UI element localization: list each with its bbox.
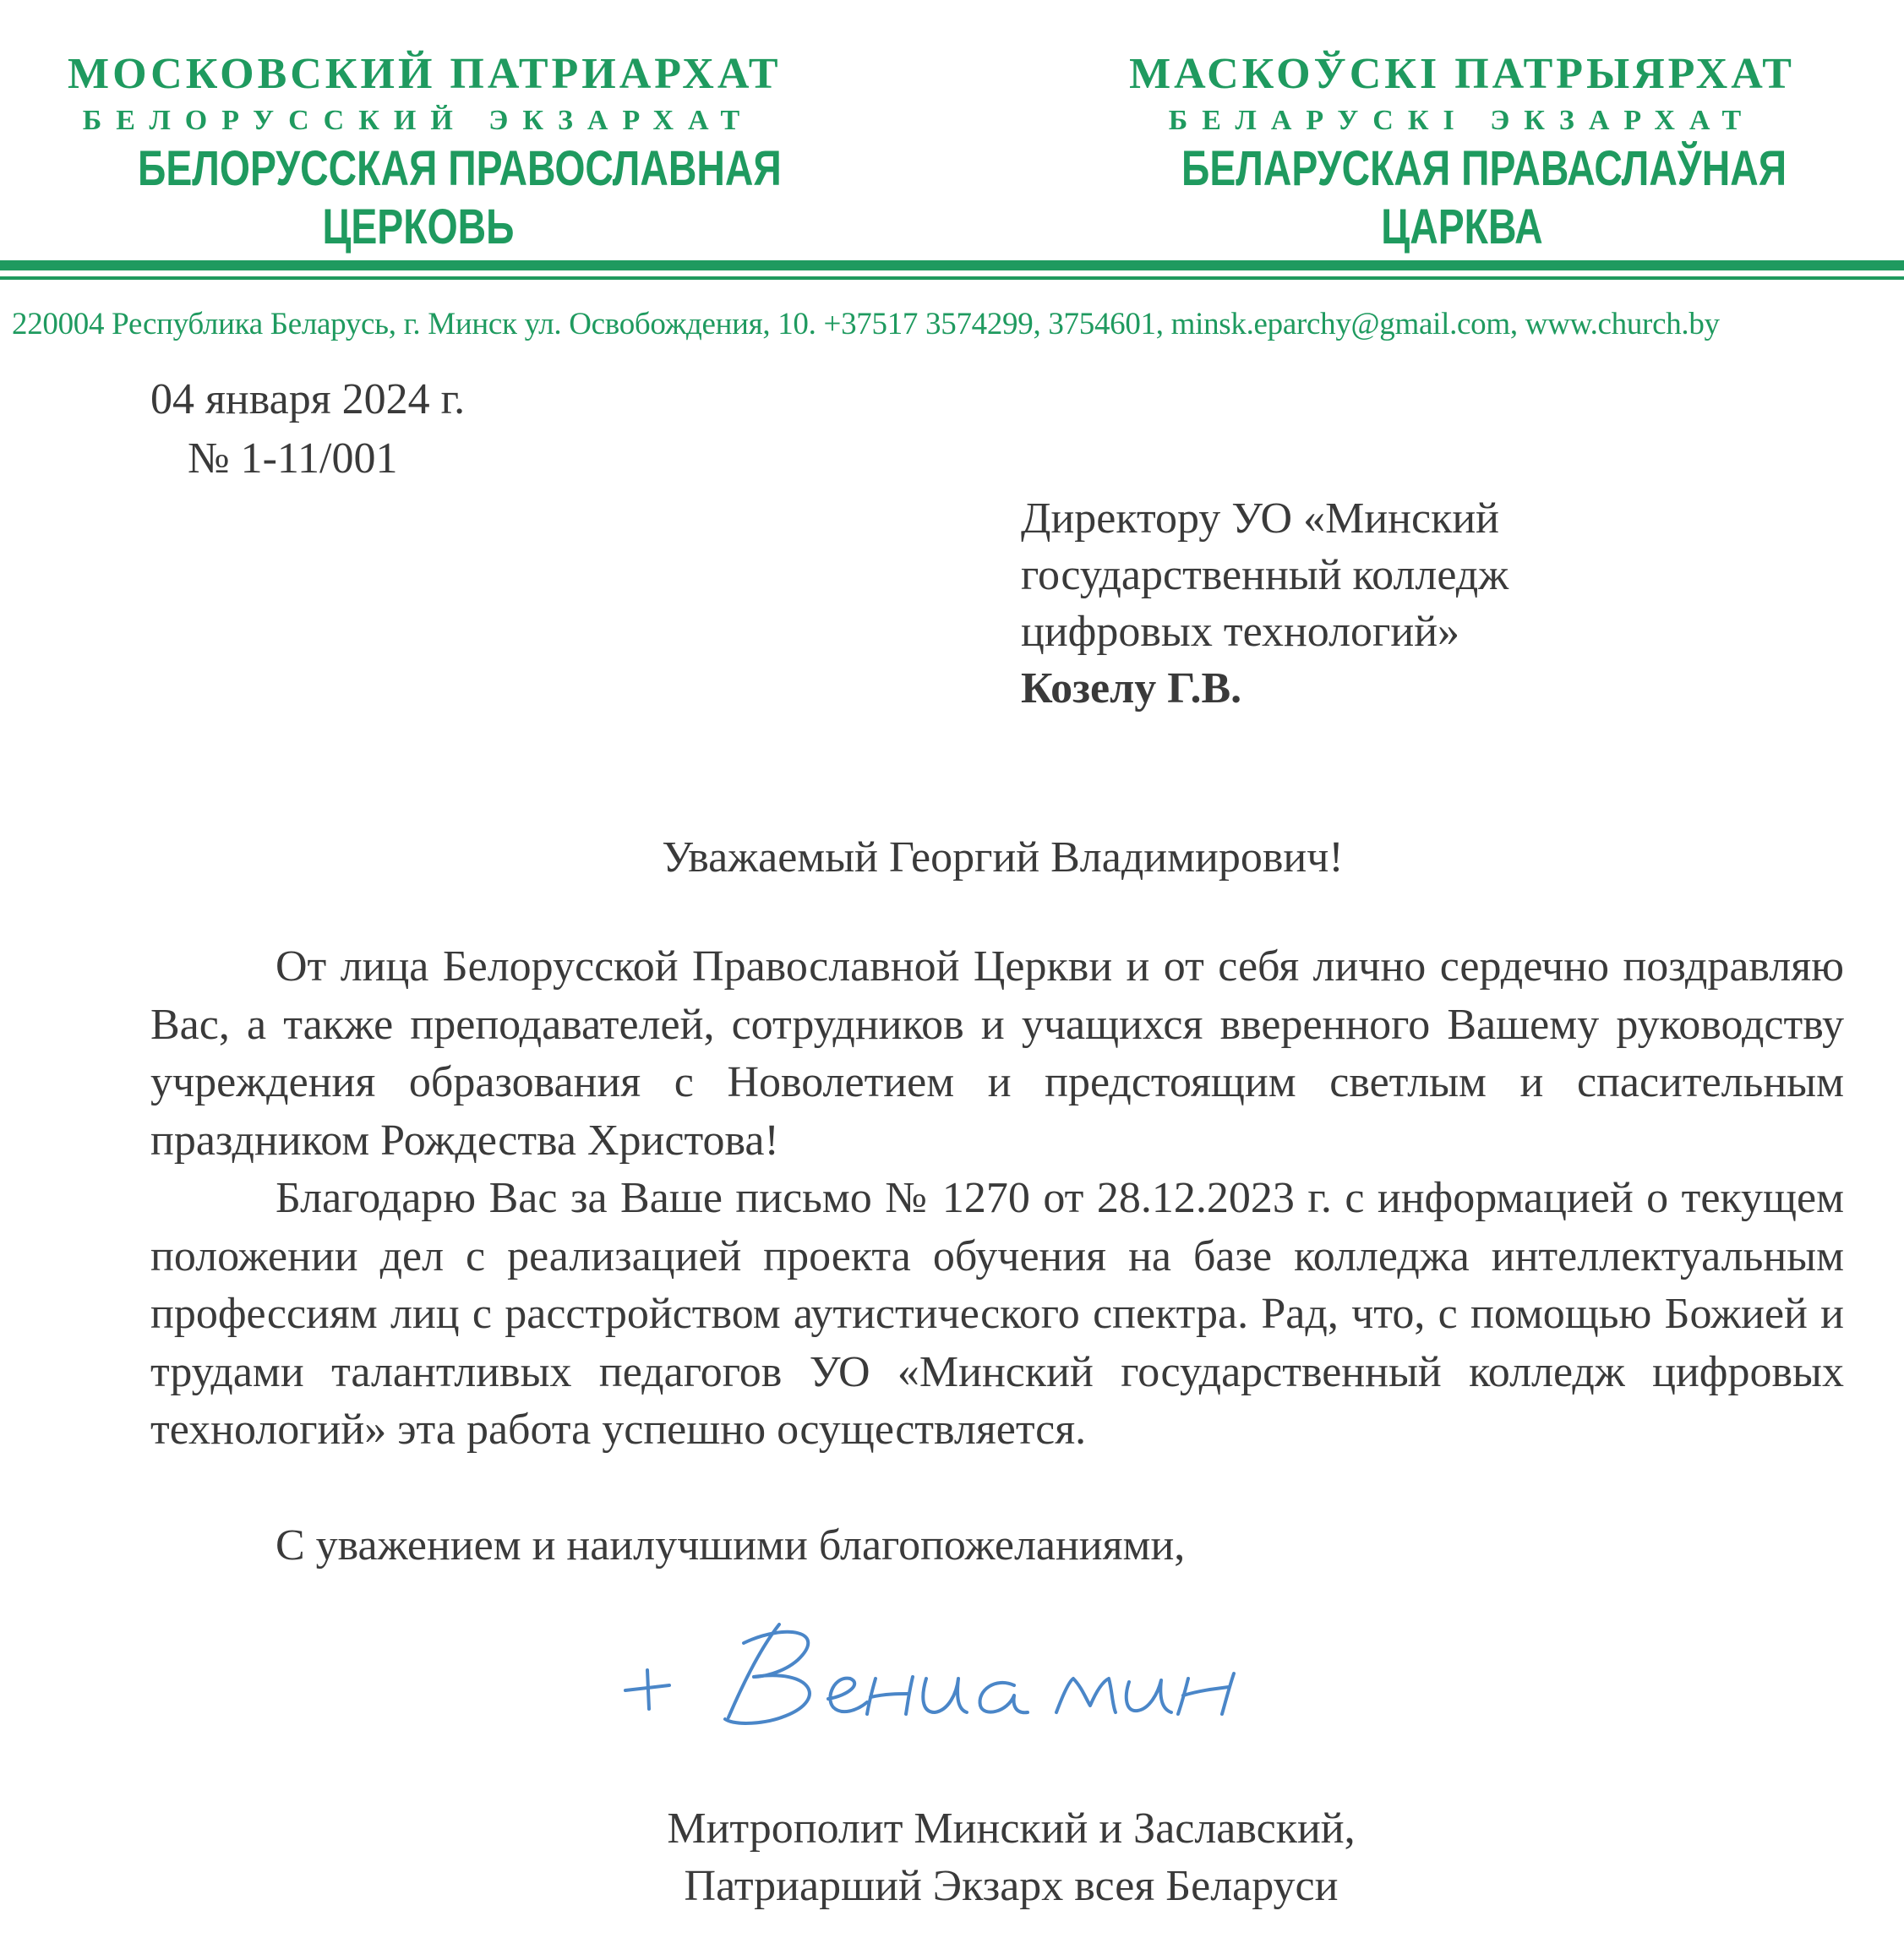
recipient-line: Директору УО «Минский [1021,494,1499,543]
church-title-by-line1: БЕЛАРУСКАЯ ПРАВАСЛАЎНАЯ [1181,141,1787,196]
handwritten-signature [617,1606,1259,1750]
body-paragraph: Благодарю Вас за Ваше письмо № 1270 от 28.12.2023 г. с информацией о текущем положении дел с реализацией проекта обучения на базе колледжа интеллектуальным профессиям лиц с расстройством аутистического спектра. Рад, что, с помощью Божией и трудами талантливых педагогов УО «Минский государственный колледж цифровых технологий» эта работа успешно осуществляется. [150,1174,1844,1454]
patriarchate-title-by: МАСКОЎСКІ ПАТРЫЯРХАТ [1129,50,1795,98]
letterhead-divider-thin [0,276,1904,280]
letterhead-left [68,46,782,256]
closing-phrase: С уважением и наилучшими благопожеланиями, [276,1521,1186,1570]
recipient-block [1021,490,1781,717]
letterhead-divider-thick [0,260,1904,270]
letterhead-right [1111,46,1813,256]
recipient-line: цифровых технологий» [1021,608,1460,656]
exarchate-title-by: БЕЛАРУСКІ ЭКЗАРХАТ [1168,105,1756,136]
recipient-line: государственный колледж [1021,551,1509,599]
signatory-title [0,1800,1904,1915]
signatory-title-line: Митрополит Минский и Заславский, [667,1804,1356,1853]
letterhead-address: 220004 Республика Беларусь, г. Минск ул. Освобождения, 10. +37517 3574299, 3754601, minsk.eparchy@gmail.com, www.church.by [12,307,1720,341]
body-paragraph: От лица Белорусской Православной Церкви и от себя лично сердечно поздравляю Вас, а также преподавателей, сотрудников и учащихся вверенного Вашему руководству учреждения образования с Новолетием и предстоящим светлым и спасительным праздником Рождества Христова! [150,942,1844,1165]
signatory-title-line: Патриарший Экзарх всея Беларуси [684,1862,1339,1910]
letter-number: № 1-11/001 [188,434,398,483]
salutation: Уважаемый Георгий Владимирович! [662,833,1344,882]
patriarchate-title: МОСКОВСКИЙ ПАТРИАРХАТ [68,50,782,98]
church-title-line1: БЕЛОРУССКАЯ ПРАВОСЛАВНАЯ [138,141,782,196]
exarchate-title: БЕЛОРУССКИЙ ЭКЗАРХАТ [82,105,755,136]
church-title-line2: ЦЕРКОВЬ [322,199,515,254]
letter-body [150,938,1844,1460]
letter-date: 04 января 2024 г. [150,375,466,423]
church-title-by-line2: ЦАРКВА [1381,199,1543,254]
recipient-name: Козелу Г.В. [1021,664,1242,712]
